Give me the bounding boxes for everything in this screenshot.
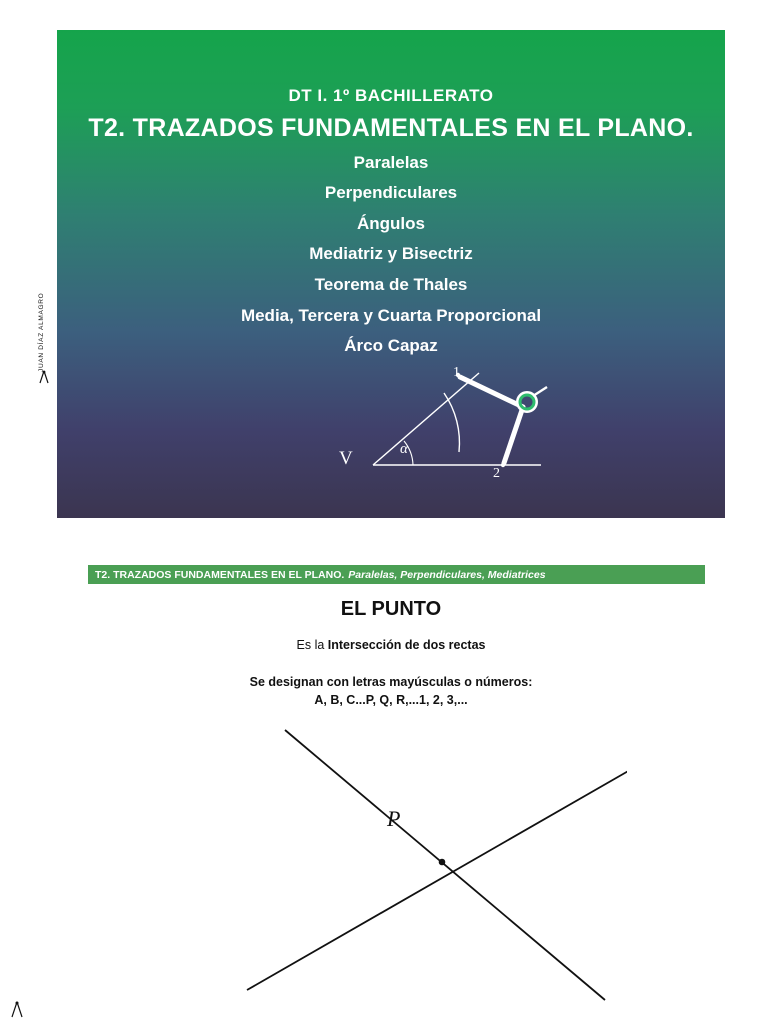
banner-italic-text: Paralelas, Perpendiculares, Mediatrices xyxy=(348,568,546,581)
author-credit: JUAN DÍAZ ALMAGRO xyxy=(38,292,45,372)
point-slide xyxy=(57,548,725,1008)
topic-angulos: Ángulos xyxy=(357,213,425,233)
topic-mediatriz-bisectriz: Mediatriz y Bisectriz xyxy=(309,244,473,264)
compass-icon-footer xyxy=(10,1000,24,1018)
cover-text-block xyxy=(57,86,725,359)
topic-proporcional: Media, Tercera y Cuarta Proporcional xyxy=(240,305,542,325)
cover-title: T2. TRAZADOS FUNDAMENTALES EN EL PLANO. xyxy=(88,114,694,142)
page-title: EL PUNTO xyxy=(340,598,442,620)
figure-label-1: 1 xyxy=(453,365,460,380)
topic-perpendiculares: Perpendiculares xyxy=(324,183,458,203)
figure-label-v: V xyxy=(339,448,353,469)
naming-line-2: A, B, C...P, Q, R,...1, 2, 3,... xyxy=(314,693,468,708)
figure-label-2: 2 xyxy=(493,466,500,481)
cover-slide xyxy=(57,30,725,518)
figure-label-alpha: α xyxy=(400,441,408,457)
compass-icon xyxy=(38,370,50,384)
definition-line xyxy=(57,638,725,652)
course-label: DT I. 1º BACHILLERATO xyxy=(288,86,494,105)
topic-paralelas: Paralelas xyxy=(353,152,429,172)
definition-prefix: Es la xyxy=(296,638,328,652)
naming-line-1: Se designan con letras mayúsculas o números: xyxy=(249,675,533,689)
definition-bold: Intersección de dos rectas xyxy=(327,638,486,652)
banner-main-text: T2. TRAZADOS FUNDAMENTALES EN EL PLANO. xyxy=(95,568,345,581)
topic-teorema-thales: Teorema de Thales xyxy=(314,275,468,295)
intersecting-lines-figure xyxy=(167,708,627,1008)
slide-banner xyxy=(88,565,705,584)
figure-label-p: P xyxy=(387,806,401,831)
topic-arco-capaz: Árco Capaz xyxy=(344,336,438,356)
naming-block xyxy=(57,673,725,709)
